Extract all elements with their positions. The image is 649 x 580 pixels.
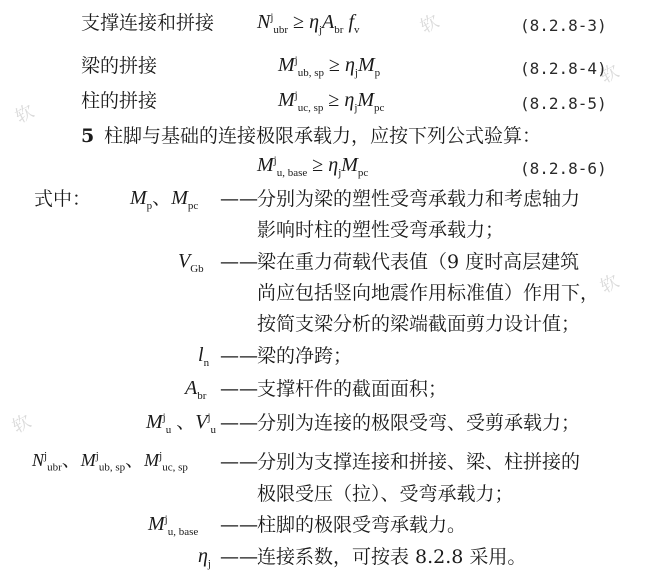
definition-dash: —— xyxy=(220,451,258,473)
formula-label: 柱的拼接 xyxy=(81,90,158,112)
watermark-logo: 软 xyxy=(8,410,35,438)
definition-text: 分别为支撑连接和拼接、梁、柱拼接的 xyxy=(257,451,581,473)
equation-number: (8.2.8-5) xyxy=(520,94,607,113)
formula-expression: $M^j_{u, base} \ge \eta_jM_{pc}$ xyxy=(257,154,369,179)
equation-number: (8.2.8-6) xyxy=(520,159,607,178)
definition-text: 分别为梁的塑性受弯承载力和考虑轴力 xyxy=(257,188,581,210)
definition-symbol: $M^j_u$ 、$V^j_u$ xyxy=(146,411,217,436)
where-label: 式中： xyxy=(34,188,92,210)
definition-dash: —— xyxy=(220,514,258,536)
watermark-logo: 软 xyxy=(596,270,623,298)
definition-symbol: $\eta_j$ xyxy=(198,545,211,570)
clause-text: 柱脚与基础的连接极限承载力，应按下列公式验算： xyxy=(104,125,542,147)
watermark-logo: 软 xyxy=(596,60,623,88)
definition-text: 分别为连接的极限受弯、受剪承载力； xyxy=(257,412,581,434)
definition-text: 极限受压（拉）、受弯承载力； xyxy=(257,483,514,505)
definition-symbol: $M_p$、$M_{pc}$ xyxy=(130,187,199,212)
clause-number: 5 xyxy=(81,125,95,147)
formula-expression: $M^j_{uc, sp} \ge \eta_jM_{pc}$ xyxy=(278,89,385,114)
definition-text: 梁的净跨； xyxy=(257,345,353,367)
definition-dash: —— xyxy=(220,412,258,434)
definition-text: 按简支梁分析的梁端截面剪力设计值； xyxy=(257,313,581,335)
definition-text: 梁在重力荷载代表值（9 度时高层建筑 xyxy=(257,251,580,273)
definition-text: 连接系数，可按表 8.2.8 采用。 xyxy=(257,546,527,568)
definition-text: 柱脚的极限受弯承载力。 xyxy=(257,514,467,536)
watermark-logo: 软 xyxy=(416,10,443,38)
definition-dash: —— xyxy=(220,546,258,568)
definition-symbol: $l_n$ xyxy=(198,344,210,369)
formula-expression: $M^j_{ub, sp} \ge \eta_jM_p$ xyxy=(278,54,381,79)
formula-label: 梁的拼接 xyxy=(81,55,158,77)
definition-dash: —— xyxy=(220,345,258,367)
definition-symbol: $A_{br}$ xyxy=(185,377,207,402)
definition-symbol: $V_{Gb}$ xyxy=(178,250,204,275)
definition-dash: —— xyxy=(220,188,258,210)
definition-text: 影响时柱的塑性受弯承载力； xyxy=(257,219,505,241)
definition-symbol: $N^j_{ubr}$、$M^j_{ub, sp}$、$M^j_{uc, sp}$ xyxy=(32,450,188,474)
definition-dash: —— xyxy=(220,251,258,273)
definition-text: 支撑杆件的截面面积； xyxy=(257,378,448,400)
watermark-logo: 软 xyxy=(11,100,38,128)
definition-dash: —— xyxy=(220,378,258,400)
formula-label: 支撑连接和拼接 xyxy=(81,12,215,34)
definition-symbol: $M^j_{u, base}$ xyxy=(148,513,199,538)
definition-text: 尚应包括竖向地震作用标准值）作用下， xyxy=(257,282,600,304)
equation-number: (8.2.8-3) xyxy=(520,16,607,35)
formula-expression: $N^j_{ubr} \ge \eta_jA_{br}$ $f_v$ xyxy=(257,11,360,36)
equation-number: (8.2.8-4) xyxy=(520,59,607,78)
